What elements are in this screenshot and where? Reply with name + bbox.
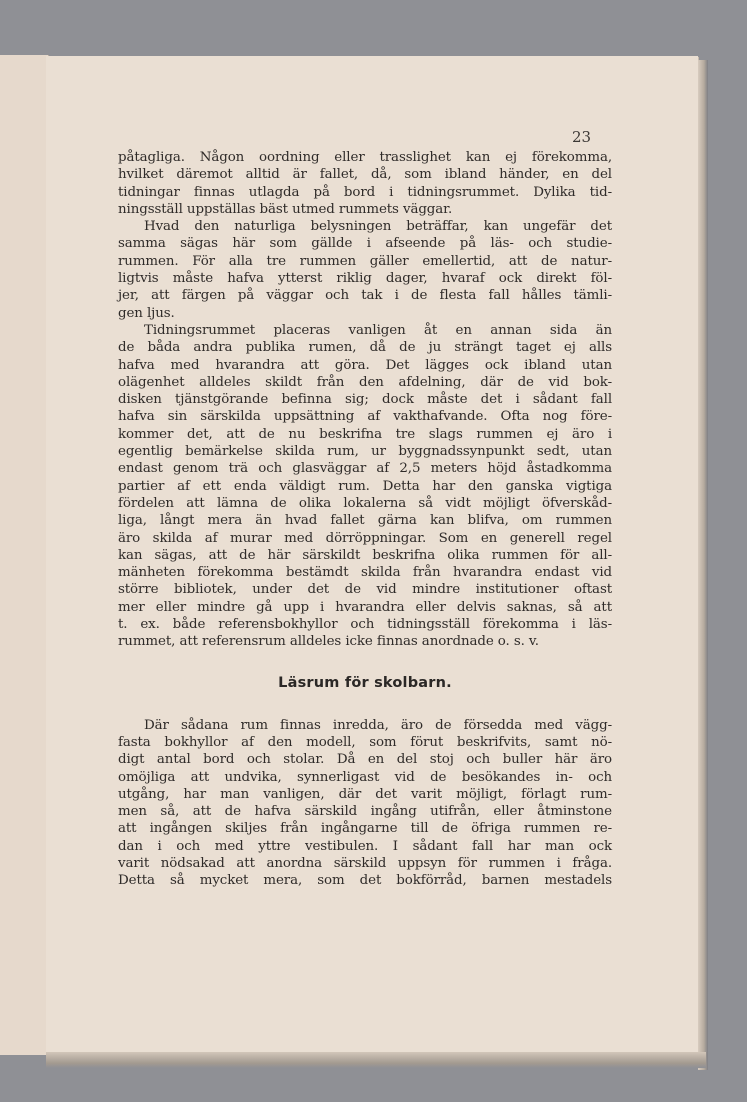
page-stack-edge xyxy=(698,60,708,1070)
text-line: partier af ett enda väldigt rum. Detta har den ganska vigtiga xyxy=(118,478,612,494)
text-line: Hvad den naturliga belysningen beträffar, kan ungefär det xyxy=(144,219,612,235)
paragraph-3 xyxy=(118,322,612,651)
text-line: kommer det, att de nu beskrifna tre slags rummen ej äro i xyxy=(118,426,612,442)
text-line: ningsställ uppställas bäst utmed rummets väggar. xyxy=(118,201,453,217)
text-line: egentlig bemärkelse skilda rum, ur byggnadssynpunkt sedt, utan xyxy=(118,444,612,460)
text-line: jer, att färgen på väggar och tak i de flesta fall hålles tämli- xyxy=(118,288,612,304)
text-line: gen ljus. xyxy=(118,305,175,321)
paragraph-4 xyxy=(118,717,612,890)
previous-page-edge xyxy=(0,55,49,1055)
text-line: digt antal bord och stolar. Då en del stoj och buller här äro xyxy=(118,752,612,768)
page-body xyxy=(118,149,612,890)
heading-spacer xyxy=(118,695,612,717)
text-line: olägenhet alldeles skildt från den afdelning, där de vid bok- xyxy=(118,374,612,390)
text-line: t. ex. både referensbokhyllor och tidningsställ förekomma i läs- xyxy=(118,617,612,633)
text-line: omöjliga att undvika, synnerligast vid de besökandes in- och xyxy=(118,769,612,785)
page-number: 23 xyxy=(572,128,592,146)
text-line: mer eller mindre gå upp i hvarandra eller delvis saknas, så att xyxy=(118,599,612,615)
text-line: Tidningsrummet placeras vanligen åt en annan sida än xyxy=(144,322,612,338)
text-line: rummet, att referensrum alldeles icke finnas anordnade o. s. v. xyxy=(118,634,539,650)
text-line: utgång, har man vanligen, där det varit möjligt, förlagt rum- xyxy=(118,786,612,802)
text-line: fördelen att lämna de olika lokalerna så vidt möjligt öfverskåd- xyxy=(118,495,612,511)
text-line: kan sägas, att de här särskildt beskrifna olika rummen för all- xyxy=(118,547,612,563)
section-heading: Läsrum för skolbarn. xyxy=(278,674,452,691)
text-line: ligtvis måste hafva ytterst riklig dager, hvaraf ock direkt föl- xyxy=(118,271,612,287)
text-line: Där sådana rum finnas inredda, äro de försedda med vägg- xyxy=(144,717,612,733)
text-line: men så, att de hafva särskild ingång utifrån, eller åtminstone xyxy=(118,804,612,820)
text-line: mänheten förekomma bestämdt skilda från hvarandra endast vid xyxy=(118,565,612,581)
text-line: påtagliga. Någon oordning eller trasslighet kan ej förekomma, xyxy=(118,150,612,165)
text-line: hvilket däremot alltid är fallet, då, som ibland händer, en del xyxy=(118,167,612,183)
page-bottom-edge xyxy=(46,1052,706,1068)
text-line: liga, långt mera än hvad fallet gärna kan blifva, om rummen xyxy=(118,513,612,529)
text-line: varit nödsakad att anordna särskild uppsyn för rummen i fråga. xyxy=(118,855,612,871)
text-line: Detta så mycket mera, som det bokförråd, barnen mestadels xyxy=(118,873,612,889)
text-line: endast genom trä och glasväggar af 2,5 meters höjd åstadkomma xyxy=(118,461,612,477)
heading-spacer xyxy=(118,651,612,673)
text-line: rummen. För alla tre rummen gäller emellertid, att de natur- xyxy=(118,253,612,269)
text-line: hafva med hvarandra att göra. Det lägges ock ibland utan xyxy=(118,357,612,373)
text-line: fasta bokhyllor af den modell, som förut beskrifvits, samt nö- xyxy=(118,734,612,750)
paragraph-2 xyxy=(118,218,612,322)
text-line: att ingången skiljes från ingångarne till de öfriga rummen re- xyxy=(118,821,612,837)
text-line: hafva sin särskilda uppsättning af vakthafvande. Ofta nog före- xyxy=(118,409,612,425)
text-line: samma sägas här som gällde i afseende på läs- och studie- xyxy=(118,236,612,252)
text-line: dan i och med yttre vestibulen. I sådant fall har man ock xyxy=(118,838,612,854)
text-line: tidningar finnas utlagda på bord i tidningsrummet. Dylika tid- xyxy=(118,184,612,200)
text-line: äro skilda af murar med dörröppningar. Som en generell regel xyxy=(118,530,612,546)
text-line: de båda andra publika rumen, då de ju strängt taget ej alls xyxy=(118,340,612,356)
text-line: större bibliotek, under det de vid mindre institutioner oftast xyxy=(118,582,612,598)
text-line: disken tjänstgörande befinna sig; dock måste det i sådant fall xyxy=(118,392,612,408)
paragraph-1 xyxy=(118,149,612,218)
